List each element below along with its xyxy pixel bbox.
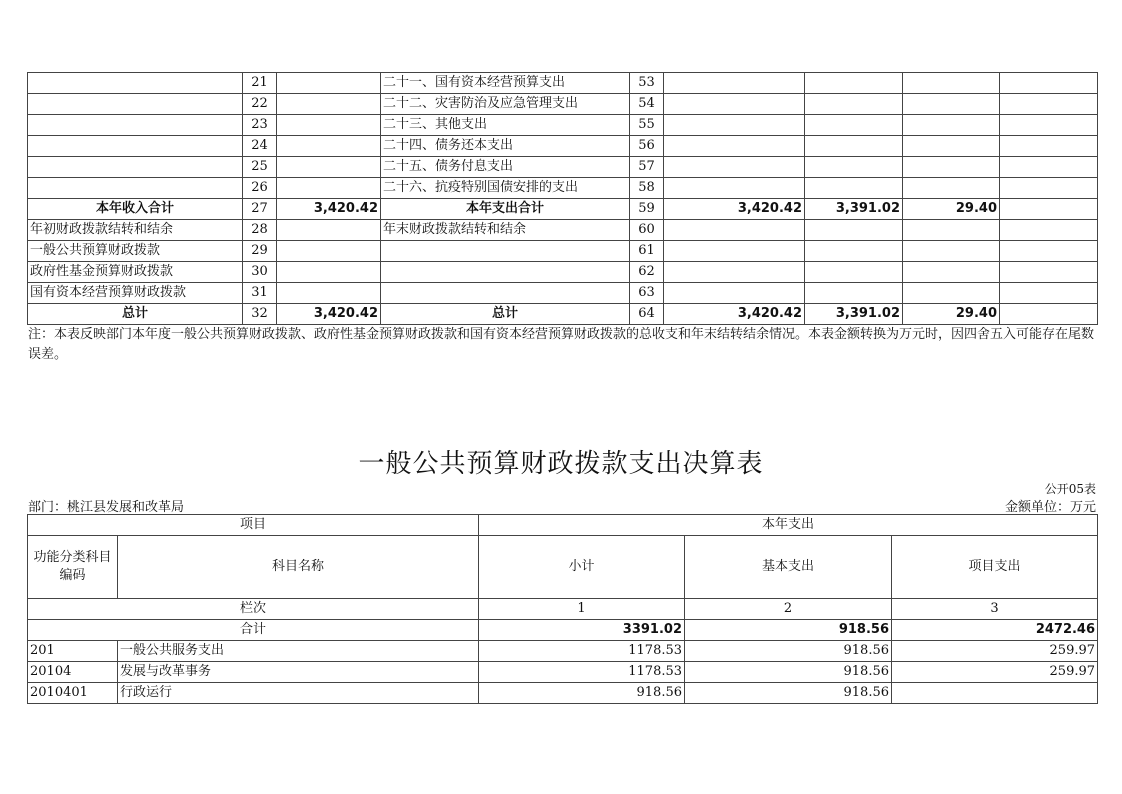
income-expenditure-body [28,73,1098,325]
cell-c [903,115,1000,136]
cell-inc-amt [277,115,381,136]
cell-inc-no: 24 [243,136,277,157]
table-note: 注：本表反映部门本年度一般公共预算财政拨款、政府性基金预算财政拨款和国有资本经营预算财政拨款的总收支和年末结转结余情况。本表金额转换为万元时，因四舍五入可能存在尾数误差。 [28,327,1095,362]
cell-a [664,283,805,304]
cell-b [805,157,903,178]
cell-inc-amt [277,157,381,178]
table-row [28,641,1098,662]
column-index-1: 1 [479,599,685,620]
cell-subtotal: 918.56 [479,683,685,704]
cell-code: 201 [28,641,118,662]
cell-d [1000,199,1098,220]
cell-b: 3,391.02 [805,304,903,325]
cell-inc-item [28,178,243,199]
total-row [28,620,1098,641]
cell-b: 3,391.02 [805,199,903,220]
cell-b [805,94,903,115]
cell-code: 20104 [28,662,118,683]
cell-a: 3,420.42 [664,199,805,220]
unit-label: 金额单位：万元 [1004,500,1096,515]
cell-inc-no: 27 [243,199,277,220]
table-row [28,115,1098,136]
cell-c [903,262,1000,283]
cell-inc-amt [277,178,381,199]
cell-exp-item: 年末财政拨款结转和结余 [381,220,630,241]
table-row [28,220,1098,241]
cell-inc-amt [277,241,381,262]
cell-d [1000,157,1098,178]
cell-c [903,220,1000,241]
cell-inc-item: 本年收入合计 [28,199,243,220]
cell-c [903,283,1000,304]
cell-exp-item: 总计 [381,304,630,325]
cell-inc-item [28,94,243,115]
cell-inc-amt [277,94,381,115]
cell-exp-item: 二十六、抗疫特别国债安排的支出 [381,178,630,199]
cell-d [1000,304,1098,325]
cell-inc-item: 一般公共预算财政拨款 [28,241,243,262]
cell-exp-no: 54 [630,94,664,115]
column-index-2: 2 [685,599,892,620]
cell-exp-no: 53 [630,73,664,94]
column-index-3: 3 [892,599,1098,620]
header-subtotal: 小计 [479,536,685,599]
header-project-exp: 项目支出 [892,536,1098,599]
table-row [28,136,1098,157]
cell-b [805,73,903,94]
cell-project [892,683,1098,704]
cell-b [805,220,903,241]
table-row [28,262,1098,283]
cell-c [903,157,1000,178]
cell-exp-item: 二十四、债务还本支出 [381,136,630,157]
cell-inc-amt [277,136,381,157]
cell-inc-no: 21 [243,73,277,94]
cell-b [805,136,903,157]
cell-exp-item [381,283,630,304]
cell-c [903,94,1000,115]
cell-c: 29.40 [903,304,1000,325]
page-title: 一般公共预算财政拨款支出决算表 [358,449,764,479]
table-row [28,683,1098,704]
cell-inc-item [28,136,243,157]
cell-exp-item [381,262,630,283]
income-expenditure-table [27,72,1098,325]
total-label: 合计 [28,620,479,641]
table-row [28,94,1098,115]
cell-d [1000,73,1098,94]
cell-d [1000,178,1098,199]
cell-exp-item: 二十二、灾害防治及应急管理支出 [381,94,630,115]
cell-d [1000,283,1098,304]
cell-inc-no: 31 [243,283,277,304]
cell-b [805,241,903,262]
column-index-label: 栏次 [28,599,479,620]
header-row-1 [28,515,1098,536]
header-current-year: 本年支出 [479,515,1098,536]
form-number: 公开05表 [1044,482,1096,496]
table-row [28,73,1098,94]
cell-exp-no: 60 [630,220,664,241]
table-row [28,304,1098,325]
cell-exp-no: 61 [630,241,664,262]
cell-exp-item: 二十三、其他支出 [381,115,630,136]
cell-inc-item: 年初财政拨款结转和结余 [28,220,243,241]
cell-b [805,262,903,283]
table-row [28,283,1098,304]
cell-d [1000,241,1098,262]
cell-inc-amt: 3,420.42 [277,304,381,325]
cell-inc-no: 32 [243,304,277,325]
cell-exp-item: 二十一、国有资本经营预算支出 [381,73,630,94]
cell-project: 259.97 [892,662,1098,683]
cell-name: 行政运行 [118,683,479,704]
total-project: 2472.46 [892,620,1098,641]
cell-inc-no: 28 [243,220,277,241]
table-row [28,199,1098,220]
cell-a [664,73,805,94]
cell-inc-amt: 3,420.42 [277,199,381,220]
cell-exp-no: 62 [630,262,664,283]
cell-exp-no: 64 [630,304,664,325]
cell-c: 29.40 [903,199,1000,220]
cell-exp-item [381,241,630,262]
table-row [28,662,1098,683]
cell-a [664,115,805,136]
cell-exp-no: 58 [630,178,664,199]
cell-d [1000,115,1098,136]
cell-inc-no: 25 [243,157,277,178]
cell-inc-item [28,73,243,94]
cell-basic: 918.56 [685,683,892,704]
cell-a [664,157,805,178]
total-subtotal: 3391.02 [479,620,685,641]
cell-a: 3,420.42 [664,304,805,325]
cell-code: 2010401 [28,683,118,704]
table-row [28,241,1098,262]
cell-inc-item: 总计 [28,304,243,325]
cell-inc-item [28,115,243,136]
expenditure-body [28,515,1098,704]
cell-project: 259.97 [892,641,1098,662]
cell-inc-amt [277,262,381,283]
cell-c [903,178,1000,199]
cell-exp-item: 本年支出合计 [381,199,630,220]
cell-exp-no: 59 [630,199,664,220]
table-row [28,178,1098,199]
header-code: 功能分类科目编码 [28,536,118,599]
cell-name: 发展与改革事务 [118,662,479,683]
cell-inc-no: 23 [243,115,277,136]
cell-inc-no: 26 [243,178,277,199]
cell-b [805,178,903,199]
total-basic: 918.56 [685,620,892,641]
header-row-2 [28,536,1098,599]
cell-name: 一般公共服务支出 [118,641,479,662]
cell-b [805,115,903,136]
department-label: 部门：桃江县发展和改革局 [28,500,185,515]
cell-inc-item: 国有资本经营预算财政拨款 [28,283,243,304]
cell-a [664,220,805,241]
cell-c [903,241,1000,262]
cell-d [1000,94,1098,115]
cell-d [1000,220,1098,241]
cell-d [1000,136,1098,157]
cell-d [1000,262,1098,283]
cell-inc-no: 29 [243,241,277,262]
cell-inc-item: 政府性基金预算财政拨款 [28,262,243,283]
cell-a [664,241,805,262]
cell-inc-amt [277,283,381,304]
cell-basic: 918.56 [685,641,892,662]
cell-inc-item [28,157,243,178]
cell-inc-amt [277,73,381,94]
cell-a [664,136,805,157]
cell-exp-no: 55 [630,115,664,136]
cell-subtotal: 1178.53 [479,662,685,683]
cell-basic: 918.56 [685,662,892,683]
expenditure-table [27,514,1098,704]
cell-exp-no: 56 [630,136,664,157]
header-project: 项目 [28,515,479,536]
table-row [28,157,1098,178]
cell-inc-no: 22 [243,94,277,115]
cell-inc-amt [277,220,381,241]
cell-a [664,94,805,115]
header-name: 科目名称 [118,536,479,599]
cell-exp-no: 63 [630,283,664,304]
cell-exp-item: 二十五、债务付息支出 [381,157,630,178]
cell-inc-no: 30 [243,262,277,283]
cell-c [903,136,1000,157]
cell-exp-no: 57 [630,157,664,178]
cell-b [805,283,903,304]
cell-a [664,262,805,283]
cell-a [664,178,805,199]
cell-c [903,73,1000,94]
header-basic: 基本支出 [685,536,892,599]
cell-subtotal: 1178.53 [479,641,685,662]
column-index-row [28,599,1098,620]
